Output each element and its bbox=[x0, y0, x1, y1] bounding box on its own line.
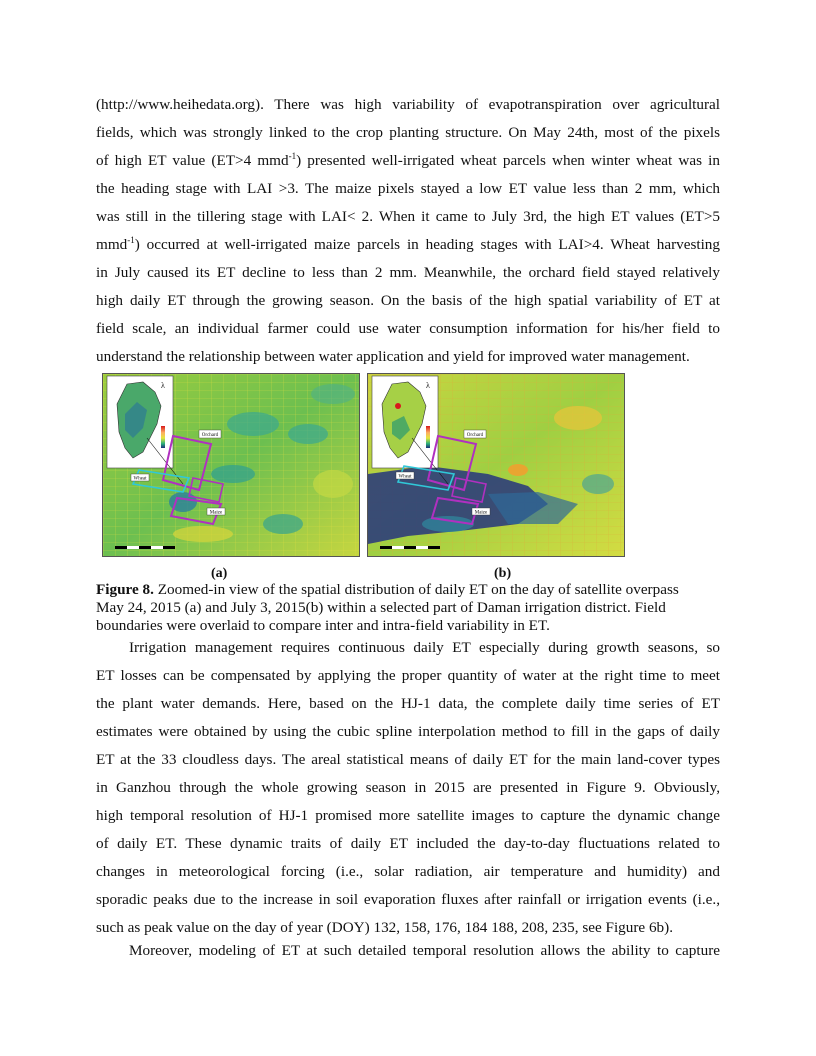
paragraph-2 bbox=[96, 634, 720, 942]
text-line: estimates were obtained by using the cubic spline interpolation method to fill in the gaps of daily bbox=[96, 723, 720, 740]
wheat-label: Wheat bbox=[133, 476, 147, 482]
text-line: of daily ET. These dynamic traits of daily ET included the day-to-day fluctuations related to bbox=[96, 835, 720, 852]
panel-a-label: (a) bbox=[211, 566, 228, 581]
figure-8b-map bbox=[367, 373, 625, 557]
caption-line: May 24, 2015 (a) and July 3, 2015(b) within a selected part of Daman irrigation district. Field bbox=[96, 599, 666, 616]
svg-text:λ: λ bbox=[426, 381, 430, 390]
maize-label: Maize bbox=[474, 510, 488, 516]
text-line: Irrigation management requires continuous daily ET especially during growth seasons, so bbox=[129, 639, 720, 656]
figure-caption bbox=[96, 581, 720, 635]
text-line: Moreover, modeling of ET at such detailed temporal resolution allows the ability to capture bbox=[129, 942, 720, 959]
wheat-label: Wheat bbox=[398, 474, 412, 480]
text-line: ET at the 33 cloudless days. The areal statistical means of daily ET for the main land-cover types bbox=[96, 751, 720, 768]
maize-label: Maize bbox=[209, 510, 223, 516]
text-line: high temporal resolution of HJ-1 promised more satellite images to capture the dynamic change bbox=[96, 807, 720, 824]
text-line: high daily ET through the growing season. On the basis of the high spatial variability of ET at bbox=[96, 292, 720, 309]
text-line: understand the relationship between water application and yield for improved water management. bbox=[96, 348, 690, 365]
text-line: ET losses can be compensated by applying the proper quantity of water at the right time to meet bbox=[96, 667, 720, 684]
text-line: changes in meteorological forcing (i.e., solar radiation, air temperature and humidity) and bbox=[96, 863, 720, 880]
orchard-label: Orchard bbox=[201, 433, 219, 438]
caption-line: boundaries were overlaid to compare inter and intra-field variability in ET. bbox=[96, 617, 550, 634]
text-line: such as peak value on the day of year (DOY) 132, 158, 176, 184 188, 208, 235, see Figure 6b). bbox=[96, 919, 673, 936]
text-line: field scale, an individual farmer could use water consumption information for his/her field to bbox=[96, 320, 720, 337]
caption-line: Figure 8. Zoomed-in view of the spatial distribution of daily ET on the day of satellite overpass bbox=[96, 581, 679, 598]
text-line: mmd$^{-1}$) occurred at well-irrigated maize parcels in heading stages with LAI>4. Wheat harvesting bbox=[96, 235, 720, 253]
text-line: was still in the tillering stage with LAI< 2. When it came to July 3rd, the high ET values (ET>5 bbox=[96, 208, 720, 225]
text-line: fields, which was strongly linked to the crop planting structure. On May 24th, most of the pixels bbox=[96, 124, 720, 141]
paragraph-3 bbox=[96, 937, 720, 965]
panel-b-label: (b) bbox=[494, 566, 512, 581]
text-line: (http://www.heihedata.org). There was high variability of evapotranspiration over agricultural bbox=[96, 96, 720, 113]
text-line: the heading stage with LAI >3. The maize pixels stayed a low ET value less than 2 mm, which bbox=[96, 180, 720, 197]
orchard-label: Orchard bbox=[466, 433, 484, 438]
paragraph-1 bbox=[96, 91, 720, 371]
svg-text:λ: λ bbox=[161, 381, 165, 390]
caption-label: Figure 8. bbox=[96, 581, 154, 598]
text-line: in Ganzhou through the whole growing season in 2015 are presented in Figure 9. Obviously, bbox=[96, 779, 720, 796]
text-line: of high ET value (ET>4 mmd$^{-1}$) presented well-irrigated wheat parcels when winter wheat was in bbox=[96, 151, 721, 169]
text-line: in July caused its ET decline to less than 2 mm. Meanwhile, the orchard field stayed relatively bbox=[96, 264, 720, 281]
text-line: sporadic peaks due to the increase in soil evaporation fluxes after rainfall or irrigation events (i.e., bbox=[96, 891, 720, 908]
figure-8a-map bbox=[102, 373, 360, 557]
text-line: the plant water demands. Here, based on the HJ-1 data, the complete daily time series of ET bbox=[96, 695, 720, 712]
